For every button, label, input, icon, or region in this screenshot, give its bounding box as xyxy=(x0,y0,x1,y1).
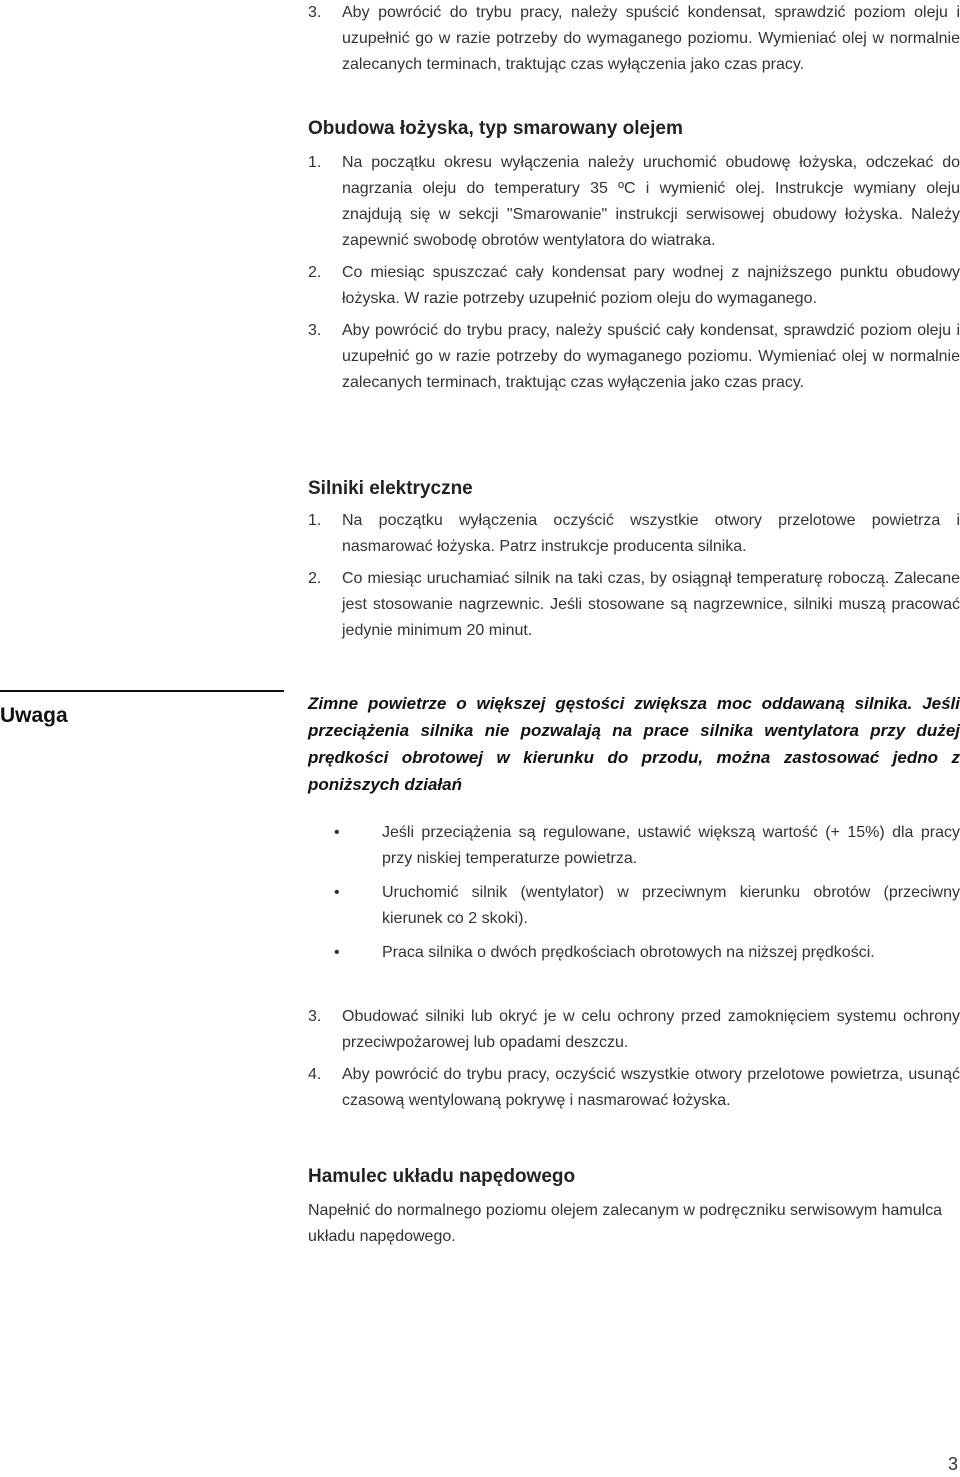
section-motors-continued xyxy=(308,1004,960,1114)
bullet-text: Praca silnika o dwóch prędkościach obrotowych na niższej prędkości. xyxy=(382,944,875,961)
list-item xyxy=(308,508,960,560)
list-motors-continued xyxy=(308,1004,960,1114)
item-text: Obudować silniki lub okryć je w celu ochrony przed zamoknięciem systemu ochrony przeciwpożarowej lub opadami deszczu. xyxy=(342,1008,960,1051)
section-brake xyxy=(308,1166,960,1250)
list-item xyxy=(308,1062,960,1114)
list-item xyxy=(308,260,960,312)
notice-text: Zimne powietrze o większej gęstości zwiększa moc oddawaną silnika. Jeśli przeciążenia silnika nie pozwalają na prace silnika wentylatora przy dużej prędkości obrotowej w kierunku do przodu, można zastosować jedno z poniższych działań xyxy=(308,694,960,794)
bullet-item xyxy=(308,940,960,966)
item-text: Aby powrócić do trybu pracy, należy spuścić cały kondensat, sprawdzić poziom oleju i uzupełnić go w razie potrzeby do wymaganego poziomu. Wymieniać olej w normalnie zalecanych terminach, traktując czas wyłączenia jako czas pracy. xyxy=(342,322,960,391)
notice-rule xyxy=(0,690,284,692)
notice-label: Uwaga xyxy=(0,704,68,727)
list-item xyxy=(308,150,960,254)
section-text: Napełnić do normalnego poziomu olejem zalecanym w podręczniku serwisowym hamulca układu napędowego. xyxy=(308,1202,943,1245)
item-text: Co miesiąc uruchamiać silnik na taki czas, by osiągnął temperaturę roboczą. Zalecane jest stosowanie nagrzewnic. Jeśli stosowane są nagrzewnice, silniki muszą pracować jedynie minimum 20 minut. xyxy=(342,570,960,639)
item-number: 1. xyxy=(308,512,322,529)
section-heading: Hamulec układu napędowego xyxy=(308,1166,576,1187)
item-number: 3. xyxy=(308,1008,322,1025)
list-item xyxy=(308,1004,960,1056)
section-heading: Obudowa łożyska, typ smarowany olejem xyxy=(308,118,683,139)
bullet-item xyxy=(308,820,960,872)
section-heading: Silniki elektryczne xyxy=(308,478,473,499)
list-item xyxy=(308,566,960,644)
item-number: 1. xyxy=(308,154,322,171)
item-number: 2. xyxy=(308,264,322,281)
item-text: Aby powrócić do trybu pracy, należy spuścić kondensat, sprawdzić poziom oleju i uzupełnić go w razie potrzeby do wymaganego poziomu. Wymieniać olej w normalnie zalecanych terminach, traktując czas wyłączenia jako czas pracy. xyxy=(342,4,960,73)
item-number: 4. xyxy=(308,1066,322,1083)
list-item xyxy=(308,318,960,396)
section-motors xyxy=(308,478,960,644)
bullet-text: Uruchomić silnik (wentylator) w przeciwnym kierunku obrotów (przeciwny kierunek co 2 skoki). xyxy=(382,884,960,927)
item-text: Na początku okresu wyłączenia należy uruchomić obudowę łożyska, odczekać do nagrzania oleju do temperatury 35 ºC i wymienić olej. Instrukcje wymiany oleju znajdują się w sekcji "Smarowanie" instrukcji serwisowej obudowy łożyska. Należy zapewnić swobodę obrotów wentylatora do wiatraka. xyxy=(342,154,960,249)
list-bearing xyxy=(308,150,960,396)
bullet-text: Jeśli przeciążenia są regulowane, ustawić większą wartość (+ 15%) dla pracy przy niskiej temperaturze powietrza. xyxy=(382,824,960,867)
item-text: Na początku wyłączenia oczyścić wszystkie otwory przelotowe powietrza i nasmarować łożyska. Patrz instrukcje producenta silnika. xyxy=(342,512,960,555)
page-number: 3 xyxy=(947,1454,958,1474)
notice-bullets xyxy=(308,820,960,974)
item-text: Co miesiąc spuszczać cały kondensat pary wodnej z najniższego punktu obudowy łożyska. W razie potrzeby uzupełnić poziom oleju do wymaganego. xyxy=(342,264,960,307)
bullet-icon: • xyxy=(334,944,340,961)
section-bearing xyxy=(308,118,960,396)
bullet-icon: • xyxy=(334,884,340,901)
item-text: Aby powrócić do trybu pracy, oczyścić wszystkie otwory przelotowe powietrza, usunąć czasową wentylowaną pokrywę i nasmarować łożyska. xyxy=(342,1066,960,1109)
list-top xyxy=(308,0,960,78)
item-number: 3. xyxy=(308,322,322,339)
section-top xyxy=(308,0,960,78)
list-item xyxy=(308,0,960,78)
item-number: 3. xyxy=(308,4,322,21)
item-number: 2. xyxy=(308,570,322,587)
bullet-icon: • xyxy=(334,824,340,841)
list-motors xyxy=(308,508,960,644)
bullet-item xyxy=(308,880,960,932)
